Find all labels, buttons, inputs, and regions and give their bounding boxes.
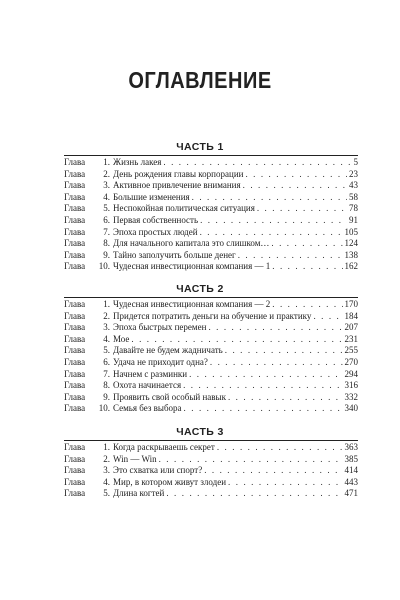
chapter-word: Глава [64,299,86,309]
chapter-number: 5. [103,488,110,499]
part-3-heading: ЧАСТЬ 3 [176,426,224,438]
chapter-title: Охота начинается [113,380,182,391]
part-2-divider [64,297,358,298]
chapter-word: Глава [64,226,86,237]
chapter-title: Жизнь лакея [113,157,162,167]
chapter-title: Когда раскрываешь секрет [113,442,215,452]
chapter-number: 8. [103,380,110,391]
page-title: ОГЛАВЛЕНИЕ [128,68,272,94]
toc-entry [64,357,358,369]
page-number: 124 [344,238,358,249]
page-number: 340 [344,403,358,414]
toc-entry [64,311,358,323]
dot-leader [189,369,342,381]
chapter-word: Глава [64,157,86,167]
chapter-title: Эпоха быстрых перемен [113,322,207,333]
page-number: 255 [344,345,358,356]
chapter-number: 5. [103,345,110,356]
page-number: 363 [344,442,358,452]
toc-entry [64,369,358,381]
toc-entry [64,299,358,311]
page-number: 23 [349,168,358,179]
page-number: 170 [344,299,358,309]
chapter-number: 4. [103,333,110,344]
chapter-word: Глава [64,238,86,249]
toc-entry [64,392,358,404]
chapter-number: 6. [103,356,110,367]
chapter-title: Это схватка или спорт? [113,465,203,476]
chapter-number: 1. [103,157,110,167]
chapter-number: 8. [103,238,110,249]
page-number: 207 [344,322,358,333]
chapter-title: День рождения главы корпорации [113,168,244,179]
page-number: 43 [349,180,358,191]
part-3-toc [64,442,358,500]
chapter-word: Глава [64,322,86,333]
page-number: 138 [344,249,358,260]
dot-leader [313,311,342,323]
chapter-word: Глава [64,180,86,191]
dot-leader [225,345,343,357]
chapter-word: Глава [64,368,86,379]
toc-entry [64,180,358,192]
chapter-number: 3. [103,465,110,476]
chapter-number: 5. [103,203,110,214]
chapter-word: Глава [64,442,86,452]
dot-leader [200,227,343,239]
toc-entry [64,215,358,227]
chapter-word: Глава [64,403,86,414]
chapter-number: 7. [103,368,110,379]
page-number: 5 [353,157,358,167]
chapter-number: 9. [103,249,110,260]
toc-entry [64,442,358,454]
dot-leader [166,488,342,500]
page-number: 105 [344,226,358,237]
chapter-word: Глава [64,380,86,391]
dot-leader [208,322,342,334]
chapter-number: 4. [103,191,110,202]
page-number: 316 [344,380,358,391]
page-number: 443 [344,476,358,487]
chapter-word: Глава [64,356,86,367]
chapter-word: Глава [64,453,86,464]
toc-entry [64,227,358,239]
chapter-number: 2. [103,310,110,321]
chapter-word: Глава [64,391,86,402]
chapter-number: 3. [103,180,110,191]
dot-leader [271,238,342,250]
chapter-word: Глава [64,191,86,202]
chapter-title: Неспокойная политическая ситуация [113,203,255,214]
chapter-title: Мое [113,333,130,344]
dot-leader [243,180,347,192]
dot-leader [272,261,342,273]
toc-entry [64,203,358,215]
dot-leader [131,334,342,346]
toc-entry [64,380,358,392]
toc-entry [64,454,358,466]
chapter-number: 3. [103,322,110,333]
chapter-number: 6. [103,214,110,225]
page-number: 471 [344,488,358,499]
dot-leader [183,380,342,392]
page-number: 385 [344,453,358,464]
dot-leader [184,403,343,415]
toc-entry [64,261,358,273]
page-number: 332 [344,391,358,402]
chapter-title: Для начального капитала это слишком… [113,238,270,249]
part-1-heading: ЧАСТЬ 1 [176,141,224,153]
page-number: 270 [344,356,358,367]
toc-entry [64,403,358,415]
dot-leader [217,442,343,454]
chapter-word: Глава [64,214,86,225]
page-number: 91 [349,214,358,225]
chapter-title: Чудесная инвестиционная компания — 1 [113,261,271,272]
chapter-title: Первая собственность [113,214,199,225]
chapter-number: 1. [103,299,110,309]
dot-leader [257,203,347,215]
chapter-title: Удача не приходит одна? [113,356,208,367]
chapter-word: Глава [64,465,86,476]
dot-leader [163,157,351,169]
dot-leader [272,299,342,311]
chapter-title: Тайно заполучить больше денег [113,249,236,260]
chapter-number: 2. [103,453,110,464]
chapter-title: Win — Win [113,453,157,464]
chapter-word: Глава [64,488,86,499]
toc-entry [64,250,358,262]
dot-leader [228,392,343,404]
toc-entry [64,334,358,346]
chapter-number: 2. [103,168,110,179]
chapter-title: Активное привлечение внимания [113,180,241,191]
dot-leader [200,215,347,227]
dot-leader [159,454,343,466]
chapter-title: Начнем с разминки [113,368,188,379]
chapter-title: Мир, в котором живут злодеи [113,476,227,487]
chapter-title: Семья без выбора [113,403,182,414]
chapter-word: Глава [64,333,86,344]
toc-entry [64,488,358,500]
dot-leader [210,357,343,369]
page-number: 231 [344,333,358,344]
toc-entry [64,465,358,477]
chapter-number: 10. [98,261,110,272]
toc-entry [64,477,358,489]
toc-entry [64,345,358,357]
toc-entry [64,238,358,250]
page-number: 184 [344,310,358,321]
chapter-word: Глава [64,249,86,260]
part-2-heading: ЧАСТЬ 2 [176,283,224,295]
chapter-word: Глава [64,203,86,214]
dot-leader [245,169,347,181]
chapter-title: Давайте не будем жадничать [113,345,223,356]
chapter-title: Проявить свой особый навык [113,391,226,402]
chapter-word: Глава [64,168,86,179]
part-2-toc [64,299,358,415]
chapter-number: 1. [103,442,110,452]
chapter-title: Чудесная инвестиционная компания — 2 [113,299,271,309]
toc-entry [64,157,358,169]
chapter-word: Глава [64,345,86,356]
toc-entry [64,169,358,181]
page-number: 78 [349,203,358,214]
chapter-title: Большие изменения [113,191,190,202]
page-number: 414 [344,465,358,476]
part-3-divider [64,440,358,441]
dot-leader [238,250,343,262]
chapter-word: Глава [64,261,86,272]
chapter-title: Длина когтей [113,488,165,499]
page-number: 162 [344,261,358,272]
toc-entry [64,192,358,204]
page-number: 294 [344,368,358,379]
page-number: 58 [349,191,358,202]
toc-entry [64,322,358,334]
part-1-divider [64,155,358,156]
chapter-word: Глава [64,476,86,487]
dot-leader [192,192,347,204]
chapter-number: 4. [103,476,110,487]
part-1-toc [64,157,358,273]
chapter-word: Глава [64,310,86,321]
chapter-title: Эпоха простых людей [113,226,198,237]
chapter-number: 7. [103,226,110,237]
dot-leader [228,477,342,489]
chapter-title: Придется потратить деньги на обучение и практику [113,310,312,321]
dot-leader [204,465,342,477]
chapter-number: 10. [98,403,110,414]
chapter-number: 9. [103,391,110,402]
